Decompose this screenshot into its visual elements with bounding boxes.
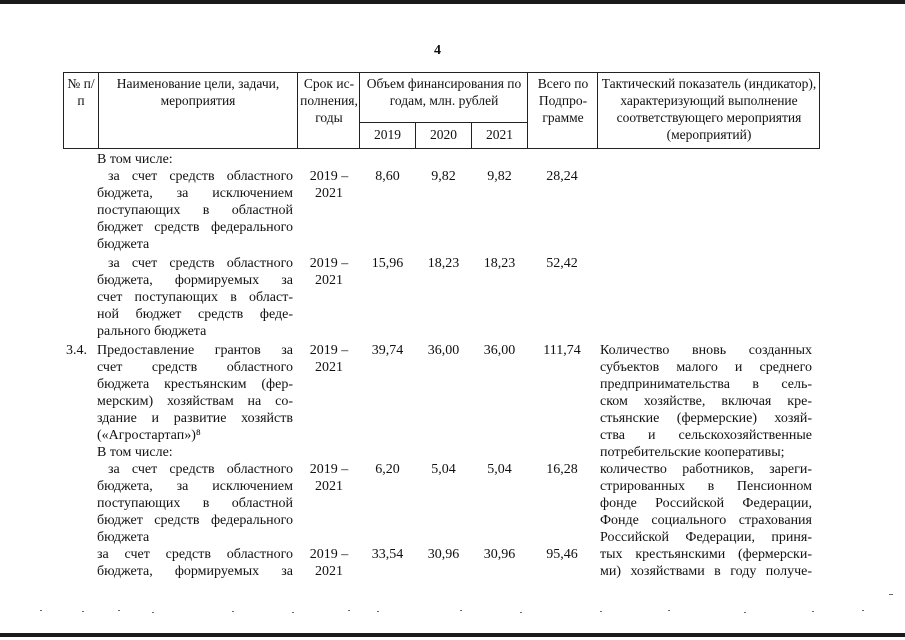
col-line	[597, 72, 598, 149]
row-value-2020: 18,23	[427, 256, 460, 271]
row-name-line: рального бюджета	[97, 324, 207, 339]
row-value-2019: 6,20	[375, 462, 400, 477]
row-total: 28,24	[546, 169, 578, 184]
row-name-line: поступающих в областной	[97, 496, 293, 511]
row-term: 2021	[315, 564, 343, 579]
row-total: 95,46	[546, 547, 578, 562]
row-name-line: («Агростартап»)⁸	[97, 428, 201, 443]
indicator-line: ми) хозяйствами в году получе-	[600, 564, 812, 579]
row-name-line: счет поступающих в област-	[97, 290, 293, 305]
row-term: 2019 –	[309, 462, 349, 477]
row-number: 3.4.	[66, 343, 87, 358]
row-name-line: бюджета, формируемых за	[97, 564, 293, 579]
row-name-line: бюджета	[97, 237, 150, 252]
header-name: Наименование цели, задачи, мероприятия	[116, 76, 280, 108]
row-name-line: мерским) хозяйствам на со-	[97, 394, 293, 409]
row-value-2019: 33,54	[371, 547, 404, 562]
row-term: 2021	[315, 360, 343, 375]
bottom-border	[0, 633, 905, 637]
row-value-2021: 18,23	[483, 256, 516, 271]
row-value-2019: 39,74	[371, 343, 404, 358]
row-label: В том числе:	[97, 445, 173, 460]
row-value-2021: 30,96	[483, 547, 516, 562]
row-name-line: здание и развитие хозяйств	[97, 411, 293, 426]
year-split-line	[359, 122, 527, 123]
header-total: Всего по Подпро-грамме	[537, 76, 589, 125]
indicator-line: Фонде социального страхования	[600, 513, 812, 528]
row-name-line: счет средств областного	[97, 360, 293, 375]
row-name-line: бюджета крестьянским (фер-	[97, 377, 293, 392]
row-total: 52,42	[546, 256, 578, 271]
row-total: 111,74	[543, 343, 581, 358]
row-name-line: поступающих в областной	[97, 203, 293, 218]
row-name-line: ной бюджет средств феде-	[97, 307, 293, 322]
indicator-line: тых крестьянскими (фермерски-	[600, 547, 812, 562]
row-name-line: бюджета	[97, 530, 150, 545]
row-name-line: за счет средств областного	[108, 169, 293, 184]
header-year-2021: 2021	[486, 127, 513, 142]
indicator-line: стрированных в Пенсионном	[600, 479, 812, 494]
header-year-2019: 2019	[374, 127, 401, 142]
row-value-2019: 15,96	[371, 256, 404, 271]
row-value-2020: 5,04	[431, 462, 456, 477]
row-name-line: бюджета, формируемых за	[97, 273, 293, 288]
header-bottom-line	[63, 148, 819, 149]
row-term: 2019 –	[309, 343, 349, 358]
indicator-line: количество работников, зареги-	[600, 462, 812, 477]
row-name-line: за счет средств областного	[108, 256, 293, 271]
indicator-line: ства и сельскохозяйственные	[600, 428, 812, 443]
top-border	[0, 0, 905, 4]
row-label: В том числе:	[97, 152, 173, 167]
row-name-line: бюджета, за исключением	[97, 479, 293, 494]
header-funding: Объем финансирования по годам, млн. рублей	[366, 76, 522, 108]
row-term: 2019 –	[309, 169, 349, 184]
indicator-line: потребительские кооперативы;	[600, 445, 785, 460]
table-top-line	[63, 72, 819, 73]
row-name-line: за счет средств областного	[97, 547, 293, 562]
indicator-line: стьянские (фермерские) хозяй-	[600, 411, 812, 426]
col-line	[98, 72, 99, 149]
indicator-line: ском хозяйстве, включая кре-	[600, 394, 812, 409]
row-total: 16,28	[546, 462, 578, 477]
row-value-2021: 36,00	[483, 343, 516, 358]
row-value-2021: 5,04	[487, 462, 512, 477]
row-value-2020: 9,82	[431, 169, 456, 184]
header-term: Срок ис-полнения, годы	[300, 76, 358, 125]
row-term: 2021	[315, 186, 343, 201]
header-indicator: Тактический показатель (индикатор), характеризующий выполнение соответствующего мероприятия (мероприятий)	[601, 76, 817, 142]
row-term: 2019 –	[309, 547, 349, 562]
row-term: 2019 –	[309, 256, 349, 271]
row-value-2020: 30,96	[427, 547, 460, 562]
row-term: 2021	[315, 479, 343, 494]
row-value-2019: 8,60	[375, 169, 400, 184]
col-line	[819, 72, 820, 149]
indicator-line: субъектов малого и среднего	[600, 360, 812, 375]
col-line	[527, 72, 528, 149]
row-name-line: за счет средств областного	[108, 462, 293, 477]
row-name-line: бюджет средств федерального	[97, 513, 293, 528]
row-value-2021: 9,82	[487, 169, 512, 184]
row-term: 2021	[315, 273, 343, 288]
row-value-2020: 36,00	[427, 343, 460, 358]
scan-noise	[0, 600, 905, 620]
row-name-line: бюджет средств федерального	[97, 220, 293, 235]
row-name-line: бюджета, за исключением	[97, 186, 293, 201]
row-name-line: Предоставление грантов за	[97, 343, 293, 358]
col-line	[297, 72, 298, 149]
indicator-line: фонде Российской Федерации,	[600, 496, 812, 511]
header-year-2020: 2020	[430, 127, 457, 142]
indicator-line: предпринимательства в сель-	[600, 377, 812, 392]
indicator-line: Количество вновь созданных	[600, 343, 812, 358]
header-no: № п/п	[67, 76, 95, 108]
page-number: 4	[434, 43, 441, 58]
indicator-line: Российской Федерации, приня-	[600, 530, 812, 545]
col-line	[63, 72, 64, 149]
